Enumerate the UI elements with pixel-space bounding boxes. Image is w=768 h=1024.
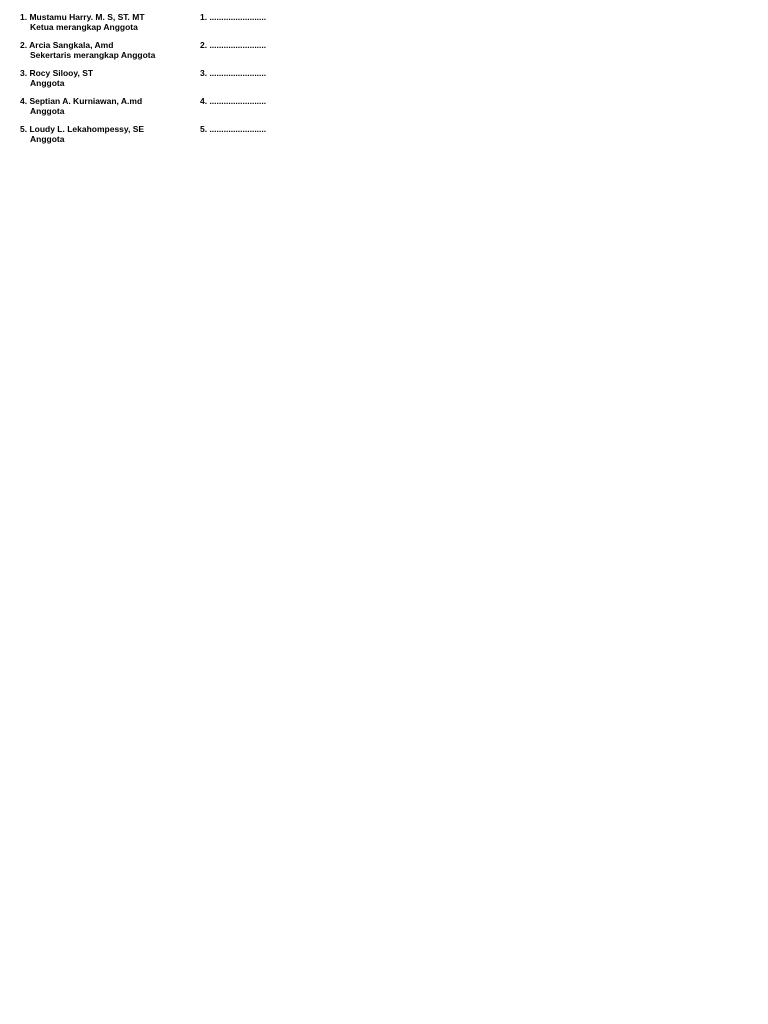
member-2-role: Sekertaris merangkap Anggota: [30, 50, 156, 60]
member-2-signature: 2. ........................: [200, 40, 267, 50]
member-3: [20, 68, 93, 88]
member-5-name: 5. Loudy L. Lekahompessy, SE: [20, 124, 145, 134]
member-4-name: 4. Septian A. Kurniawan, A.md: [20, 96, 143, 106]
member-4: [20, 96, 142, 116]
member-5: [20, 124, 144, 144]
member-1-signature: 1. ........................: [200, 12, 267, 22]
member-4-role: Anggota: [30, 106, 65, 116]
member-1-name: 1. Mustamu Harry. M. S, ST. MT: [20, 12, 145, 22]
member-1: [20, 12, 145, 32]
member-3-signature: 3. ........................: [200, 68, 267, 78]
member-3-role: Anggota: [30, 78, 65, 88]
member-2-name: 2. Arcia Sangkala, Amd: [20, 40, 114, 50]
member-5-signature: 5. ........................: [200, 124, 267, 134]
member-5-role: Anggota: [30, 134, 65, 144]
member-4-signature: 4. ........................: [200, 96, 267, 106]
member-3-name: 3. Rocy Silooy, ST: [20, 68, 94, 78]
member-2: [20, 40, 155, 60]
member-1-role: Ketua merangkap Anggota: [30, 22, 138, 32]
